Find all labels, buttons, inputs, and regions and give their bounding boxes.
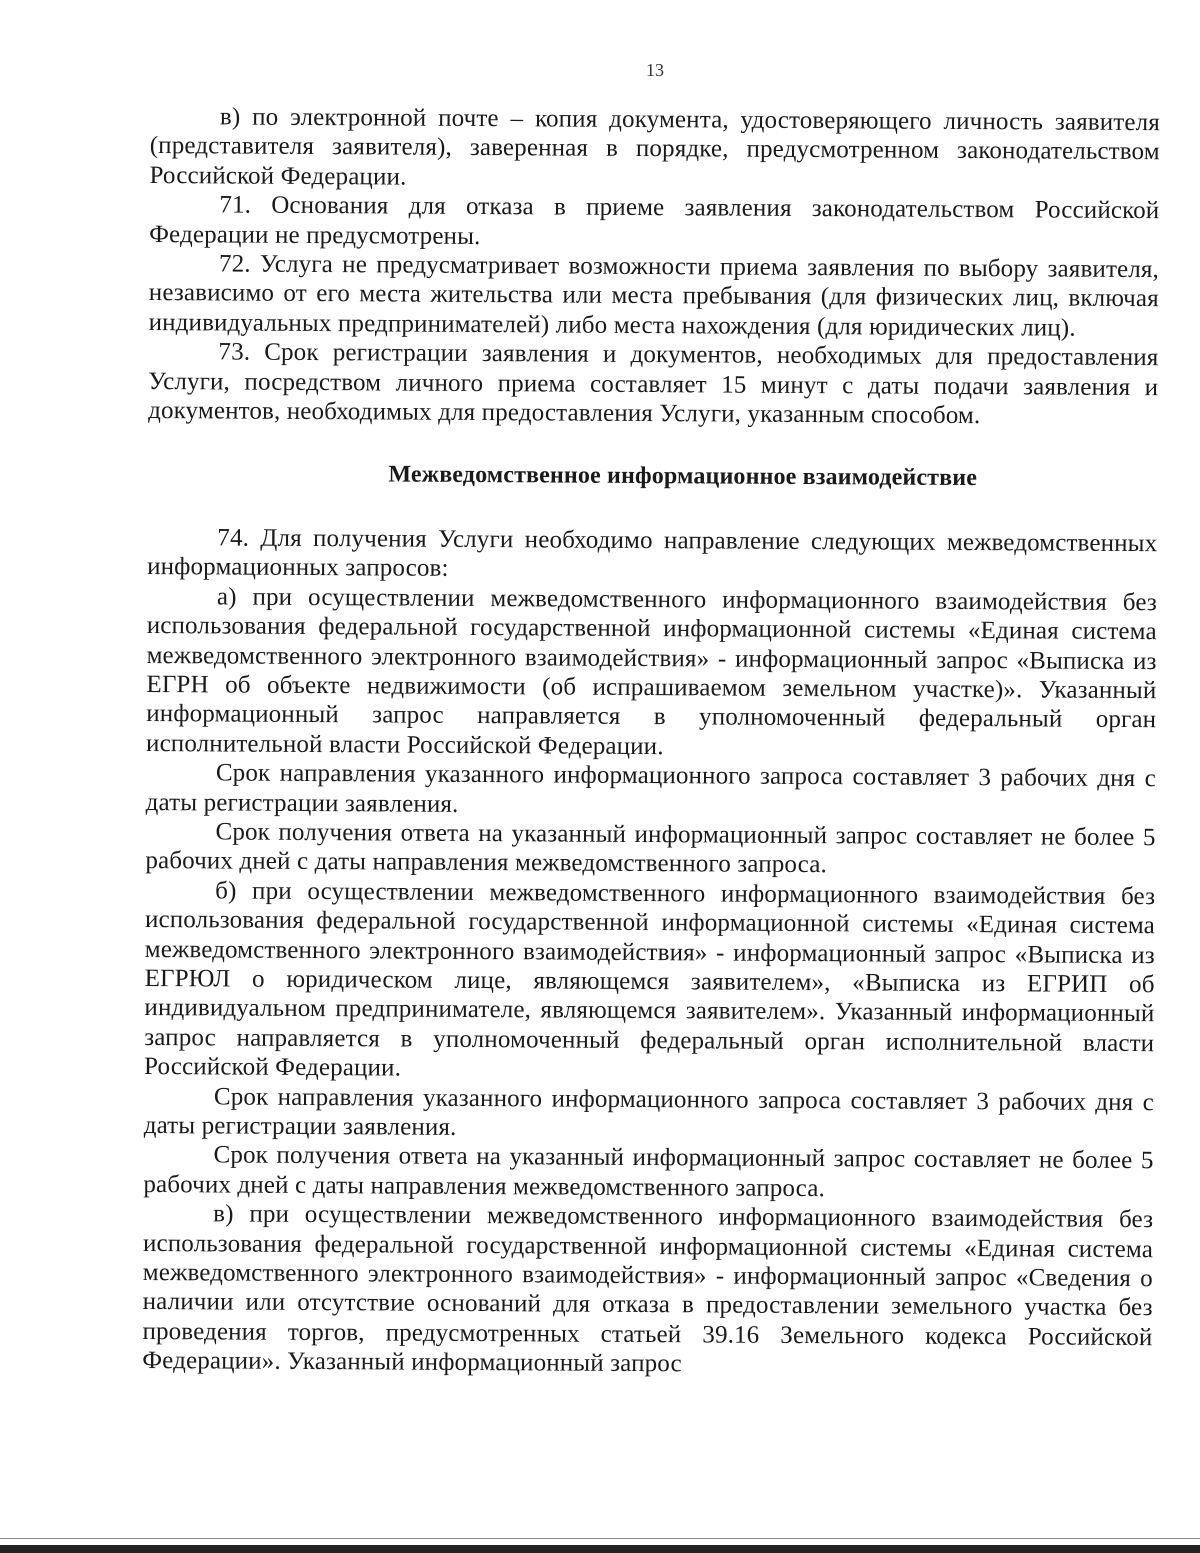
paragraph-74-a-response-term: Срок получения ответа на указанный информационный запрос составляет не более 5 рабочих дней с даты направления межведомственного запроса. xyxy=(145,818,1156,879)
paragraph-74-b-request-term: Срок направления указанного информационного запроса составляет 3 рабочих дня с даты регистрации заявления. xyxy=(143,1083,1154,1141)
paragraph-74-v: в) при осуществлении межведомственного информационного взаимодействия без использования федеральной государственной информационной системы «Единая система межведомственного электронного взаимодействия» - информационный запрос «Сведения о наличии или отсутствие оснований для отказа в предоставлении земельного участка без проведения торгов, предусмотренных статьей 39.16 Земельного кодекса Российской Федерации». Указанный информационный запрос xyxy=(142,1200,1154,1378)
paragraph-email-copy: в) по электронной почте – копия документа, удостоверяющего личность заявителя (представителя заявителя), заверенная в порядке, предусмотренном законодательством Российской Федерации. xyxy=(149,103,1160,191)
paragraph-74: 74. Для получения Услуги необходимо направление следующих межведомственных информационных запросов: xyxy=(147,524,1158,583)
paragraph-74-a-request-term: Срок направления указанного информационного запроса составляет 3 рабочих дня с даты регистрации заявления. xyxy=(145,759,1156,818)
paragraph-71: 71. Основания для отказа в приеме заявления законодательством Российской Федерации не предусмотрены. xyxy=(149,191,1160,250)
paragraph-74-b-response-term: Срок получения ответа на указанный информационный запрос составляет не более 5 рабочих дней с даты направления межведомственного запроса. xyxy=(143,1141,1154,1202)
paragraph-72: 72. Услуга не предусматривает возможности приема заявления по выбору заявителя, независимо от его места жительства или места пребывания (для физических лиц, включая индивидуальных предпринимателей) либо места нахождения (для юридических лиц). xyxy=(148,250,1160,342)
paragraph-73: 73. Срок регистрации заявления и документов, необходимых для предоставления Услуги, посредством личного приема составляет 15 минут с даты подачи заявления и документов, необходимых для предоставления Услуги, указанным способом. xyxy=(148,338,1159,430)
page-number: 13 xyxy=(646,60,664,80)
document-body xyxy=(142,102,1160,1382)
paragraph-74-a: а) при осуществлении межведомственного информационного взаимодействия без использования федеральной государственной информационной системы «Единая система межведомственного электронного взаимодействия» - информационный запрос «Выписка из ЕГРН об объекте недвижимости (об испрашиваемом земельном участке)». Указанный информационный запрос направляется в уполномоченный федеральный орган исполнительной власти Российской Федерации. xyxy=(146,583,1158,760)
scan-edge-line xyxy=(0,1538,1200,1539)
section-heading: Межведомственное информационное взаимодействие xyxy=(388,461,978,492)
paragraph-74-b: б) при осуществлении межведомственного информационного взаимодействия без использования федеральной государственной информационной системы «Единая система межведомственного электронного взаимодействия» - информационный запрос «Выписка из ЕГРЮЛ о юридическом лице, являющемся заявителем», «Выписка из ЕГРИП об индивидуальном предпринимателе, являющемся заявителем». Указанный информационный запрос направляется в уполномоченный федеральный орган исполнительной власти Российской Федерации. xyxy=(144,877,1156,1082)
scan-bottom-edge xyxy=(0,1545,1200,1553)
